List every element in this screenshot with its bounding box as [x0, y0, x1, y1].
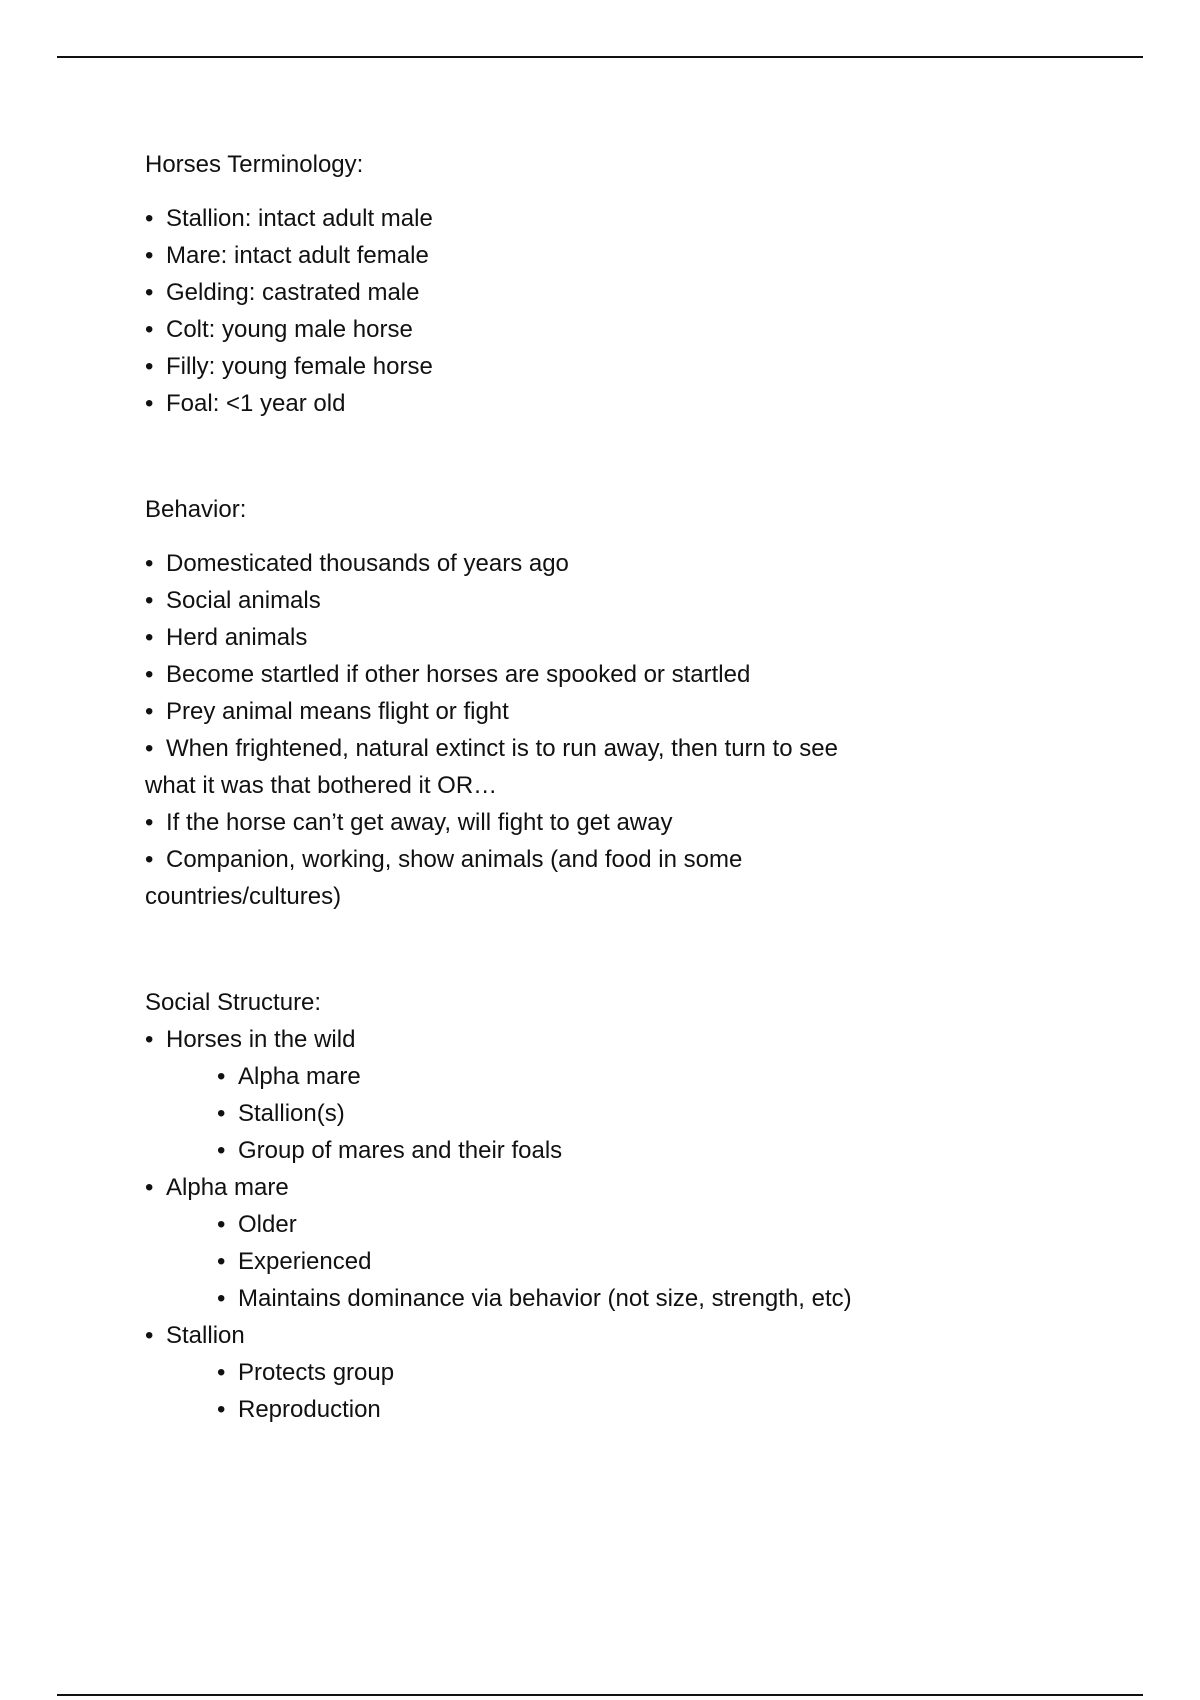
social-structure-list [145, 1021, 1045, 1428]
list-item: • If the horse can’t get away, will fight to get away [145, 804, 1045, 841]
sub-list-item: • Alpha mare [145, 1058, 1045, 1095]
header-rule [57, 56, 1143, 58]
list-item: • Horses in the wild [145, 1021, 1045, 1058]
list-item: • When frightened, natural extinct is to run away, then turn to see [145, 730, 1045, 767]
list-item: • Stallion [145, 1317, 1045, 1354]
bullet-icon: • [145, 1026, 154, 1053]
bullet-icon: • [217, 1285, 226, 1312]
bullet-icon: • [145, 587, 154, 614]
bullet-icon: • [217, 1137, 226, 1164]
terminology-list [145, 200, 1045, 422]
list-item: • Domesticated thousands of years ago [145, 545, 1045, 582]
bullet-icon: • [145, 353, 154, 380]
list-item: • Herd animals [145, 619, 1045, 656]
bullet-icon: • [145, 846, 154, 873]
bullet-icon: • [145, 279, 154, 306]
sub-list-item: • Stallion(s) [145, 1095, 1045, 1132]
bullet-icon: • [217, 1359, 226, 1386]
list-item: • Foal: <1 year old [145, 385, 1045, 422]
list-item: • Stallion: intact adult male [145, 200, 1045, 237]
bullet-icon: • [217, 1248, 226, 1275]
bullet-icon: • [217, 1396, 226, 1423]
section-heading-behavior: Behavior: [145, 496, 247, 523]
list-item: • Alpha mare [145, 1169, 1045, 1206]
bullet-icon: • [145, 1174, 154, 1201]
list-item: • Become startled if other horses are spooked or startled [145, 656, 1045, 693]
bullet-icon: • [217, 1063, 226, 1090]
list-item: • Prey animal means flight or fight [145, 693, 1045, 730]
bullet-icon: • [145, 242, 154, 269]
behavior-list [145, 545, 1045, 915]
bullet-icon: • [145, 735, 154, 762]
list-item: • Filly: young female horse [145, 348, 1045, 385]
bullet-icon: • [145, 316, 154, 343]
footer-rule [57, 1694, 1143, 1696]
sub-list-item: • Protects group [145, 1354, 1045, 1391]
bullet-icon: • [145, 550, 154, 577]
bullet-icon: • [145, 205, 154, 232]
sub-list-item: • Group of mares and their foals [145, 1132, 1045, 1169]
bullet-icon: • [217, 1100, 226, 1127]
bullet-icon: • [145, 698, 154, 725]
document-body [145, 146, 1045, 1428]
sub-list-item: • Reproduction [145, 1391, 1045, 1428]
bullet-icon: • [145, 390, 154, 417]
bullet-icon: • [217, 1211, 226, 1238]
section-heading-social-structure: Social Structure: [145, 989, 322, 1016]
list-item: • Gelding: castrated male [145, 274, 1045, 311]
sub-list-item: • Older [145, 1206, 1045, 1243]
sub-list-item: • Maintains dominance via behavior (not size, strength, etc) [145, 1280, 1045, 1317]
list-item: • Mare: intact adult female [145, 237, 1045, 274]
list-item: • Colt: young male horse [145, 311, 1045, 348]
list-item: • Companion, working, show animals (and food in some [145, 841, 1045, 878]
list-item-continuation: countries/cultures) [145, 883, 342, 910]
list-item: • Social animals [145, 582, 1045, 619]
section-heading-terminology: Horses Terminology: [145, 151, 364, 178]
list-item-continuation: what it was that bothered it OR… [145, 772, 498, 799]
bullet-icon: • [145, 809, 154, 836]
bullet-icon: • [145, 1322, 154, 1349]
bullet-icon: • [145, 661, 154, 688]
bullet-icon: • [145, 624, 154, 651]
sub-list-item: • Experienced [145, 1243, 1045, 1280]
